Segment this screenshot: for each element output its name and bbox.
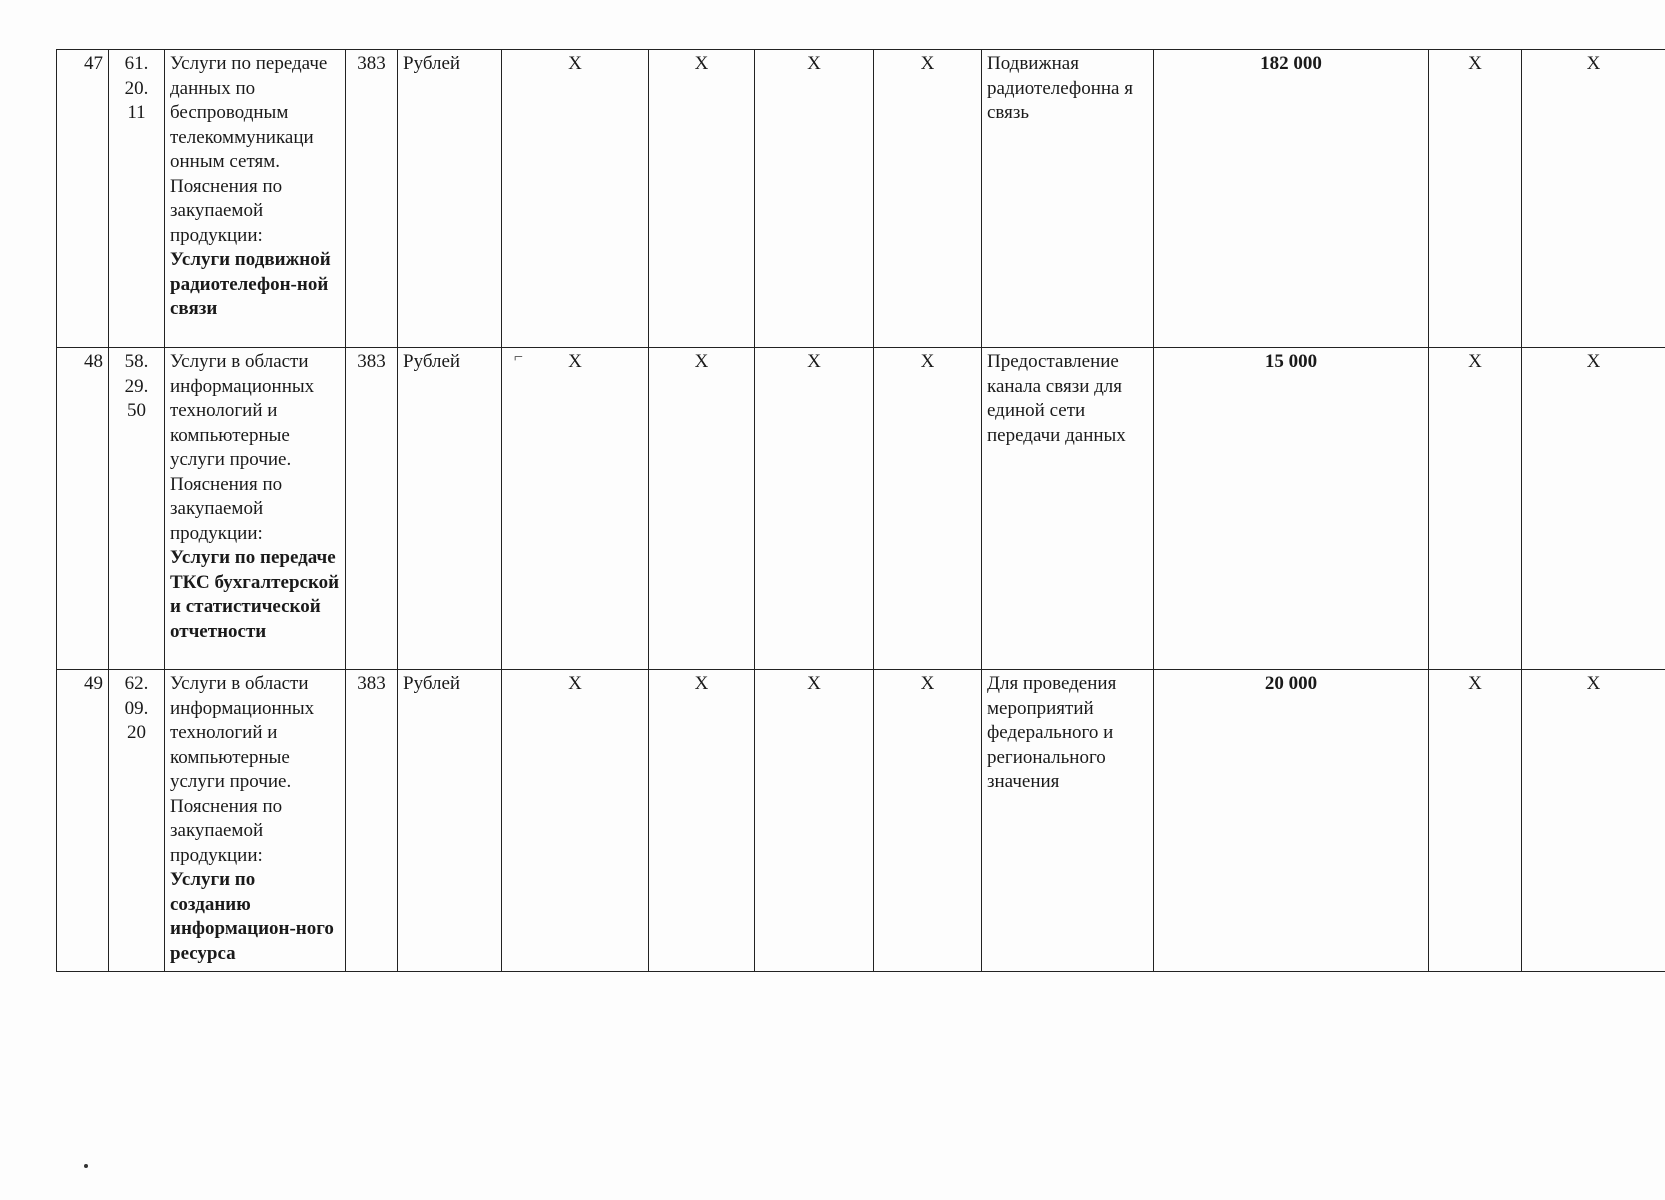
okpd2-code: 58. 29. 50 [109,348,165,670]
row-number: 48 [57,348,109,670]
x-mark: X [649,50,755,348]
okei-code: 383 [346,670,398,972]
unit-name: Рублей [398,348,502,670]
x-mark: X [874,348,982,670]
x-mark: X [755,348,874,670]
table-row [57,50,1665,348]
table-row [57,670,1665,972]
amount-value: 15 000 [1154,348,1429,670]
unit-name: Рублей [398,50,502,348]
x-mark: X [502,348,649,670]
okei-code: 383 [346,50,398,348]
x-mark: X [1429,348,1522,670]
description-text: Услуги в области информационных технологий и компьютерные услуги прочие. Пояснения по закупаемой продукции: [170,351,315,544]
x-mark: X [1429,670,1522,972]
product-description [165,670,346,972]
x-mark: X [1522,348,1665,670]
x-mark: X [1429,50,1522,348]
okpd2-code: 61. 20. 11 [109,50,165,348]
x-mark: X [1522,670,1665,972]
description-text: Услуги в области информационных технологий и компьютерные услуги прочие. Пояснения по закупаемой продукции: [170,673,315,866]
description-detail: Услуги по созданию информацион-ного ресурса [170,869,334,964]
description-detail: Услуги по передаче ТКС бухгалтерской и статистической отчетности [170,547,340,642]
scan-speck [84,1164,88,1168]
amount-value: 182 000 [1154,50,1429,348]
row-number: 47 [57,50,109,348]
scan-tick-mark: ⌐ [514,349,524,366]
x-mark: X [1522,50,1665,348]
amount-value: 20 000 [1154,670,1429,972]
x-mark: X [649,670,755,972]
x-mark: X [874,50,982,348]
purpose-text: Предоставление канала связи для единой сети передачи данных [982,348,1154,670]
x-mark: X [649,348,755,670]
table-row [57,348,1665,670]
x-mark: X [755,670,874,972]
unit-name: Рублей [398,670,502,972]
description-detail: Услуги подвижной радиотелефон-ной связи [170,249,331,319]
okpd2-code: 62. 09. 20 [109,670,165,972]
purpose-text: Для проведения мероприятий федерального и регионального значения [982,670,1154,972]
x-mark: X [755,50,874,348]
product-description [165,348,346,670]
description-text: Услуги по передаче данных по беспроводным телекоммуникаци онным сетям. Пояснения по закупаемой продукции: [170,53,328,246]
x-mark: X [874,670,982,972]
okei-code: 383 [346,348,398,670]
purpose-text: Подвижная радиотелефонна я связь [982,50,1154,348]
x-mark: X [502,670,649,972]
x-mark: X [502,50,649,348]
product-description [165,50,346,348]
row-number: 49 [57,670,109,972]
procurement-table [56,49,1665,972]
